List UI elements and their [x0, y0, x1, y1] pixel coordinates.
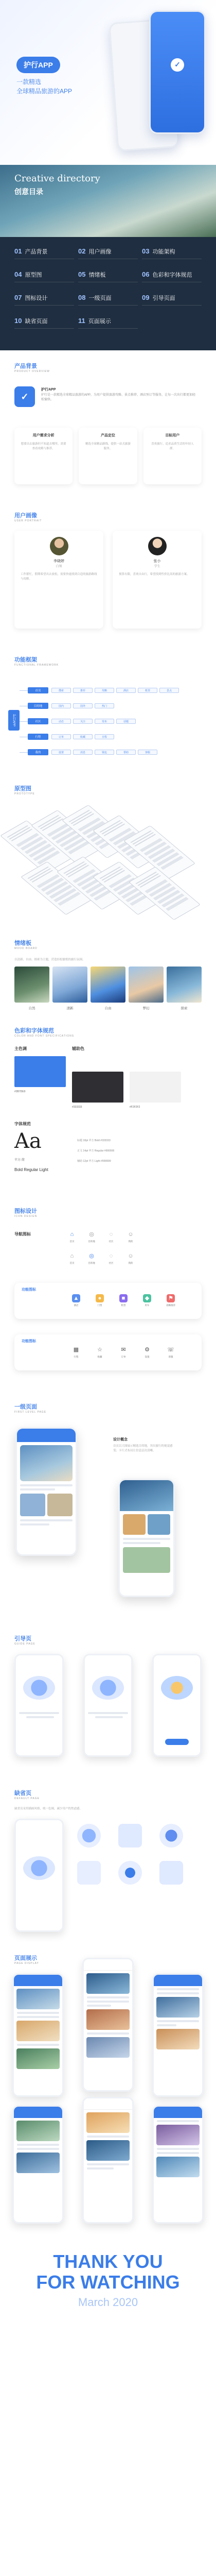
section-title: 原型图 [14, 786, 31, 792]
persona-card: 张小 学生 预算有限，喜欢自由行，希望找到性价比高的旅游方案。 [113, 531, 202, 629]
nav-icon-label: 导航图标 [14, 1232, 31, 1236]
chat-icon: ◌ [109, 1231, 113, 1238]
overview-section [0, 350, 216, 500]
function-group: 目的地 [28, 703, 48, 709]
thank-you-section [0, 2231, 216, 2329]
directory-item: 08 一级页面 [78, 294, 138, 306]
guide-screen [14, 1654, 64, 1757]
hero-phone-front [149, 10, 206, 134]
function-leaf: 景点 [159, 688, 179, 693]
directory-list [14, 247, 202, 329]
empty-illustration [118, 1824, 142, 1848]
app-badge: 护行APP [16, 57, 60, 73]
type-spec: 正文 14pt 苹方 Regular #666666 [77, 1149, 115, 1153]
directory-item: 04 原型图 [14, 270, 74, 282]
section-subtitle: USER PORTRAIT [14, 519, 42, 522]
page-screen [152, 2105, 204, 2224]
start-button[interactable] [165, 1739, 189, 1745]
default-description: 缺省页采用插画风格，统一色调，减少用户的焦虑感。 [14, 1807, 83, 1810]
thank-you-line-2: FOR WATCHING [36, 2272, 180, 2293]
overview-card: 用户需求分析 想要出去旅游但不知道去哪里，需要查看攻略与推荐。 [14, 428, 73, 484]
function-leaf: 设置 [51, 750, 71, 755]
avatar [50, 537, 68, 555]
section-subtitle: PRODUCT OVERVIEW [14, 370, 50, 373]
color-swatch [72, 1072, 123, 1103]
empty-illustration [159, 1861, 183, 1885]
empty-illustration [118, 1861, 142, 1885]
section-subtitle: MOOD BOARD [14, 947, 38, 950]
overview-card: 产品定位 精选全球精品路线，提供一站式旅游服务。 [79, 428, 137, 484]
thank-you-line-1: THANK YOU [53, 2251, 163, 2272]
section-subtitle: COLOR AND FONT SPECIFICATIONS [14, 1035, 75, 1038]
section-title: 缺省页 [14, 1790, 31, 1797]
section-title: 情绪板 [14, 940, 31, 946]
mood-board-section [0, 927, 216, 1015]
guide-screen [83, 1654, 133, 1757]
section-title: 引导页 [14, 1636, 31, 1642]
section-title: 页面展示 [14, 1955, 37, 1961]
function-group: 社区 [28, 718, 48, 724]
mood-label: 自然 [28, 1007, 35, 1010]
function-leaf: 机票 [138, 688, 157, 693]
page-screen [82, 1958, 134, 2092]
hero-section [0, 0, 216, 165]
mood-description: 以清新、自由、探索为主题，营造轻松愉悦的旅行氛围。 [14, 958, 85, 961]
app-description: 护行是一款精选全球精品旅游的APP，为用户提供旅游攻略、景点推荐、酒店预订等服务，让每一次出行都更加轻松愉快。 [41, 394, 196, 401]
function-leaf: 酒店 [116, 688, 136, 693]
empty-illustration [77, 1824, 101, 1848]
typography-label: 字体规范 [14, 1122, 31, 1126]
font-weights: Bold Regular Light [14, 1167, 48, 1172]
plane-icon[interactable]: ■ [119, 1294, 128, 1302]
color-spec-section [0, 1015, 216, 1118]
color-hex: #F2F2F2 [130, 1106, 140, 1109]
type-spec: 标题 18pt 苹方 Bold #333333 [77, 1139, 111, 1142]
section-subtitle: PAGE DISPLAY [14, 1962, 39, 1965]
section-title: 图标设计 [14, 1208, 37, 1214]
function-map-root: 护行APP [8, 710, 20, 731]
user-icon: ☺ [128, 1253, 134, 1259]
function-leaf: 国内 [51, 703, 71, 708]
directory-item: 05 情绪板 [78, 270, 138, 282]
directory-title: Creative directory [14, 173, 100, 184]
function-icon-panel: 功能图标 ▦ 行程 ☆ 收藏 ✉ 订单 ⚙ 设置 ☏ 客服 [14, 1334, 202, 1370]
section-subtitle: ICON DESIGN [14, 1215, 38, 1218]
directory-section [0, 165, 216, 350]
overview-card: 目标用户 喜欢旅行、追求品质生活的年轻人群。 [143, 428, 202, 484]
avatar [148, 537, 167, 555]
function-leaf: 推荐 [73, 688, 93, 693]
function-group: 行程 [28, 734, 48, 740]
page-screen [12, 1973, 64, 2097]
star-icon[interactable]: ☆ [97, 1347, 102, 1353]
mood-label: 自由 [104, 1007, 112, 1010]
typography-section [0, 1118, 216, 1195]
mood-image [167, 967, 202, 1003]
app-logo-icon: ✓ [14, 386, 35, 407]
gear-icon[interactable]: ⚙ [145, 1347, 150, 1353]
pin-icon: ◎ [89, 1253, 94, 1259]
aux-color-label: 辅助色 [72, 1046, 84, 1051]
calendar-icon[interactable]: ▦ [73, 1347, 79, 1353]
mood-label: 探索 [181, 1007, 188, 1010]
pin-icon: ◎ [89, 1231, 94, 1238]
function-leaf: 热门 [95, 703, 114, 708]
function-group: 首页 [28, 687, 48, 693]
function-leaf: 收藏 [73, 734, 93, 739]
function-group: 我的 [28, 749, 48, 755]
directory-item: 01 产品背景 [14, 247, 74, 259]
home-icon: ⌂ [70, 1231, 74, 1238]
car-icon[interactable]: ◆ [143, 1294, 151, 1302]
function-leaf: 订单 [51, 734, 71, 739]
function-leaf: 国外 [73, 703, 93, 708]
function-leaf: 搜索 [51, 688, 71, 693]
home-icon: ⌂ [70, 1253, 74, 1259]
directory-item: 02 用户画像 [78, 247, 138, 259]
directory-item: 06 色彩和字体规范 [142, 270, 202, 282]
persona-card: 李晓婷 白领 工作繁忙，假期希望出去放松，需要快速找到合适的旅游路线与攻略。 [14, 531, 103, 629]
function-leaf: 攻略 [95, 688, 114, 693]
phone-mockup [15, 1427, 77, 1556]
section-subtitle: FIRST LEVEL PAGE [14, 1411, 47, 1414]
directory-item: 03 功能架构 [142, 247, 202, 259]
note-text: 首页以大图展示精选目的地，突出旅行的视觉感受；卡片式布局让信息层次清晰。 [113, 1445, 173, 1452]
hero-tagline-2: 全球精品旅游的APP [16, 88, 73, 95]
directory-subtitle: 创意目录 [14, 188, 43, 196]
app-name: 护行APP [41, 388, 56, 392]
type-sample: Aa [14, 1129, 42, 1153]
function-leaf: 关注 [73, 719, 93, 724]
section-title: 功能框架 [14, 657, 37, 663]
hero-tagline-1: 一款精选 [16, 78, 42, 86]
page-display-section [0, 1942, 216, 2231]
section-title: 一级页面 [14, 1404, 37, 1410]
page-screen [12, 2105, 64, 2224]
function-leaf: 动态 [51, 719, 71, 724]
color-swatch [14, 1056, 66, 1087]
section-subtitle: FUNCTIONAL FRAMEWORK [14, 664, 59, 667]
mood-label: 清新 [66, 1007, 74, 1010]
directory-item: 11 页面展示 [78, 317, 138, 329]
section-subtitle: PROTOTYPE [14, 792, 35, 795]
function-icon-panel: 功能图标 ▲ 酒店 ● 门票 ■ 机票 ◆ 用车 ⚑ 攻略推荐 [14, 1283, 202, 1319]
function-map-section [0, 644, 216, 773]
section-title: 色彩和字体规范 [14, 1028, 54, 1034]
mood-image [52, 967, 87, 1003]
function-leaf: 消息 [73, 750, 93, 755]
page-screen [152, 1973, 204, 2097]
section-title: 用户画像 [14, 513, 37, 519]
service-icon[interactable]: ☏ [167, 1347, 174, 1353]
guide-screen [152, 1654, 202, 1757]
chat-icon: ◌ [109, 1253, 113, 1259]
color-hex: #3B7DE9 [14, 1090, 26, 1093]
function-leaf: 日程 [95, 734, 114, 739]
main-color-label: 主色调 [14, 1046, 27, 1051]
hotel-icon[interactable]: ▲ [72, 1294, 80, 1302]
function-leaf: 话题 [116, 719, 136, 724]
function-leaf: 帮助 [116, 750, 136, 755]
default-page-section [0, 1777, 216, 1942]
empty-illustration [159, 1824, 183, 1848]
color-swatch [130, 1072, 181, 1103]
ticket-icon[interactable]: ● [96, 1294, 104, 1302]
section-title: 产品背景 [14, 363, 37, 369]
section-subtitle: DEFAULT PAGE [14, 1797, 40, 1800]
mood-image [129, 967, 164, 1003]
mood-image [91, 967, 125, 1003]
function-leaf: 发布 [95, 719, 114, 724]
empty-illustration [77, 1861, 101, 1885]
guide-icon[interactable]: ⚑ [167, 1294, 175, 1302]
color-hex: #333333 [72, 1106, 82, 1109]
wireframe-section [0, 773, 216, 927]
function-leaf: 钱包 [95, 750, 114, 755]
directory-item: 09 引导页面 [142, 294, 202, 306]
mood-label: 梦幻 [142, 1007, 150, 1010]
first-level-page-section [0, 1391, 216, 1623]
note-title: 设计概念 [113, 1438, 128, 1442]
page-screen [82, 2097, 134, 2224]
function-leaf: 客服 [138, 750, 157, 755]
mood-image [14, 967, 49, 1003]
guide-page-section [0, 1623, 216, 1777]
type-spec: 辅助 12pt 苹方 Light #999999 [77, 1160, 111, 1163]
directory-item: 10 缺省页面 [14, 317, 74, 329]
app-logo-icon: ✓ [171, 58, 184, 72]
icon-design-section: 图标设计 ICON DESIGN 导航图标 ⌂ 首页 ◎ 目的地 ◌ 社区 ☺ 我的 ⌂ 首页 ◎ 目的地 ◌ 社区 ☺ 我的 功能图标 ▲ 酒店 ● 门票 ■ 机票 ◆ 用车 ⚑ 攻略推荐 功能图标 ▦ 行程 ☆ 收藏 ✉ 订单 ⚙ 设置 ☏ 客服 [0, 1195, 216, 1391]
default-screen [14, 1819, 64, 1932]
users-section [0, 500, 216, 644]
phone-mockup [118, 1479, 175, 1597]
section-subtitle: GUIDE PAGE [14, 1642, 35, 1646]
thank-you-date: March 2020 [78, 2296, 138, 2309]
directory-item: 07 图标设计 [14, 294, 74, 306]
font-name: 苹方-简 [14, 1159, 25, 1162]
bag-icon[interactable]: ✉ [121, 1347, 126, 1353]
user-icon: ☺ [128, 1231, 134, 1238]
